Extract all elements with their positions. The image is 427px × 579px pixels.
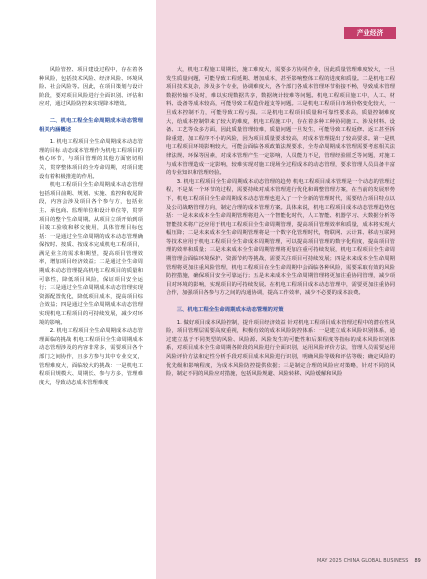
body-paragraph: 大，机电工程施工周期长，施工难度大，需要多方协同作业，因此质量管理难度较大，一旦发生质量问题，可能导致工程延期、增加成本，甚至影响整体工程的进度和质量。二是机电工程项目技术复杂，涉及多个专业，协调难度大，各个部门各成本管理环节衔接不畅，导致成本管理数据传输不及时，难以实现数据共享，数据统计较难等问题。机电工程项目施工中，人工、材料、设备等成本较高，可能导致工程造价超支等问题。三是机电工程项目市场价格变化较大，一旦成本控制不力，可能导致工程亏损。三是机电工程项目质量和可靠性要求高，质量控制难度大，给成本控制带来了较大的难度，机电工程施工中，存在着多种工种协同施工、涉及材料、设备、工艺等众多方面，因此质量管理较难，质量问题一旦发生，可能导致工程返修、返工甚至拆除重建，加工程序不小的风险，因为项目质量要求较高，对成本管理提出了较高要求。第一是机电工程项目环境影响较大，可能会面临各项政策法规要求，全寿命周期成本管理需要考虑相关法律法规、环保等因素，对成本管理产生一定影响，人员能力不足，管理经验匮乏等问题，对施工与成本管理造成一定影响，较难实现对施工现场全过程成本的动态管理，要求管理人员具备丰富的专业知识和管理经验。 — [166, 67, 395, 177]
page-footer — [317, 558, 421, 564]
body-paragraph: 机电工程项目全生命周期成本动态管理包括项目前期、规划、实施、监控和收尾阶段，内容会涉及项目各个参与方，包括业主、承包商、监理单位和设计单位等，贯穿项目的整个生命周期。从项目立项开始到项目竣工验收和移交使用，具体管理目标包括：一是通过全生命周期的成本动态管理确保按时、按质、按成本完成机电工程项目，满足业主的需求和期望，提高项目管理效率，增加项目经济效益；二是通过全生命周期成本动态管理提高机电工程项目的质量和可靠性，降低项目风险，保证项目安全运行；三是通过全生命周期成本动态管理实现资源配置优化，降低项目成本，提高项目综合效益；四是通过全生命周期成本动态管理实现机电工程项目的可持续发展，减少对环境的影响。 — [39, 182, 143, 326]
section-heading: 二、机电工程全生命周期成本动态管理相关内涵概述 — [39, 117, 143, 133]
left-column — [39, 66, 143, 554]
body-paragraph: 风险管控、项目建设过程中，存在着各种风险，包括技术风险、经济风险、环境风险、社会风险等。因此，在项目策划与设计阶段，要对项目风险进行全面识别、评估和应对，通过风险防控来实现降本增效。 — [39, 67, 143, 108]
section-paragraph: 3. 机电工程项目全生命周期成本动态管理的趋势 机电工程项目成本管理是一个动态的管理过程，不是某一个环节的过程，需要持续对成本管理进行优化和调整管理方案，在当前的发展形势下，机电工程项目全生命周期成本动态管理也进入了一个全新的管理时代，需要结合项目特点以及公司战略管理方向，制定合理的成本管理方案。具体来说，机电工程项目成本动态管理趋势包括：一是未来成本全生命周期管理将进入一个智能化时代，人工智能、机器学习、大数据分析等智能技术将广泛应用于机电工程项目全生命周期管理，提高项目管理效率和质量，成本将实现大幅压降；二是未来成本全生命周期管理将是一个数字化管理时代，物联网、云计算、移动互联网等技术应用于机电工程项目全生命成本周期管理，可以提高项目管理的数字化程度，提高项目管理的效率和质量；三是未来成本全生命周期管理将更加注重可持续发展，机电工程项目全生命周期管理会面临环境保护、资源节约等挑战，需要关注项目可持续发展；四是未来成本全生命周期管理将更加注重风险管理，机电工程项目在全生命周期中会面临各种风险，需要采取有效的风险防控措施，确保项目安全可靠运行；五是未来成本全生命周期管理将更加注重协同管理，减少项目对环境的影响，实现项目的可持续发展。在机电工程项目成本动态管理中，需要更加注重协同合作，加强项目各参与方之间的沟通协调，提高工作效率，减少不必要的成本浪费。 — [166, 178, 395, 297]
footer-issue: MAY 2025 CHINA GLOBAL BUSINESS — [317, 558, 409, 564]
body-paragraph: 1. 机电工程项目全生命周期成本动态管理的目标 动态成本管理作为机电工程项目的核心环节，与项目管理的其他方面密切相关，贯穿整体项目的全寿命周期，对项目建设有着积极推进的作用。 — [39, 139, 143, 180]
body-paragraph: 2. 机电工程项目全生命周期成本动态管理面临的挑战 机电工程项目全生命周期成本动态管理涉及的内容非常多，需要项目各个部门之间协作，且多方参与其中专业交叉，管理难度大，面临较大的挑战：一是机电工程项目规模大、周期长、参与方多，管理难度大，导致动态成本管理难度 — [39, 328, 143, 386]
section-tag: 产业经济 — [344, 27, 396, 39]
body-paragraph: 1. 做好项目成本风险控制，提升项目经济效益 针对机电工程项目成本管理过程中的潜在性风险，项目管理层需要高度重视，积极有效的成本风险防控体系：一是建立成本风险识别体系，通过建立基于不同类型的风险、风险源、风险发生的可能性和后果程度等指标的成本风险识别体系，对项目成本全生命周期各阶段的风险进行全面识别，运用风险评价方法，管理人员需要运用风险评价方法和定性分析手段对项目成本风险进行识别，明确风险等级和评估等级；确定风险的优先级和影响程度，为成本风险防控提供依据；三是制定合理的风险应对策略，针对不同的风险，制定不同的风险应对措施，包括风险规避、风险转移、风险缓解和风险 — [166, 319, 395, 378]
section-heading: 三、机电工程全生命周期成本动态管理的对策 — [176, 307, 284, 314]
page-number: 89 — [414, 558, 421, 564]
right-column — [166, 66, 395, 560]
